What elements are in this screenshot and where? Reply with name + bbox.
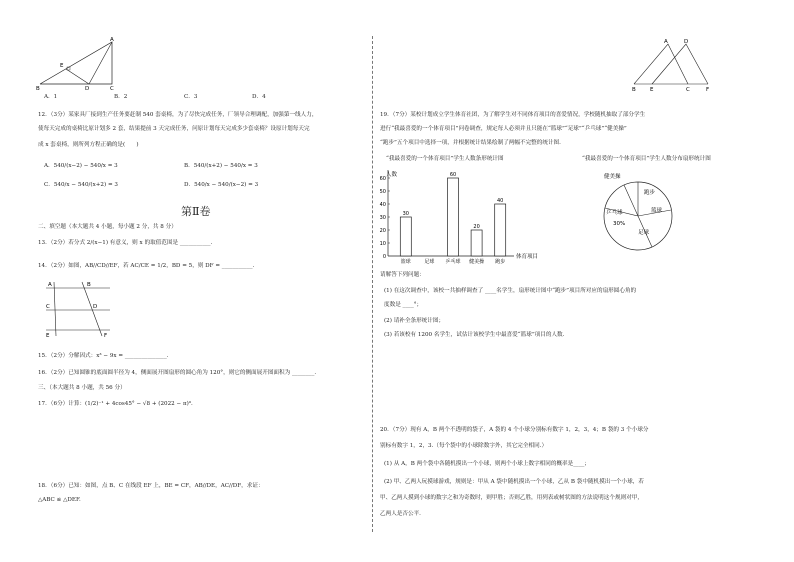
pie-chart-title: “我最喜爱的一个体育项目”学生人数分布扇形统计图 bbox=[582, 156, 711, 162]
two-triangles-figure bbox=[628, 38, 714, 93]
q12-option-d: D．540/x − 540/(x−2) = 3 bbox=[184, 182, 259, 188]
y-tick-label: 40 bbox=[379, 202, 386, 208]
bar bbox=[471, 230, 482, 256]
q19-line-2: 进行“我最喜爱的一个体育项目”问卷调查，规定每人必须并且只能在“篮球”“足球”“乒乓球”“健美操” bbox=[380, 126, 627, 132]
bar-chart bbox=[376, 166, 539, 266]
q19-part-3: (3) 若该校有 1200 名学生，试估计该校学生中最喜爱“篮球”项目的人数. bbox=[384, 332, 565, 338]
q12-line-3: 成 x 套桌椅，则所列方程正确的是( ) bbox=[38, 142, 139, 148]
pie-label-lanqiu: 篮球 bbox=[651, 208, 663, 214]
bar-value-label: 60 bbox=[449, 172, 457, 178]
q12-option-b: B．540/(x+2) − 540/x = 3 bbox=[184, 163, 258, 169]
q17: 17．（6分）计算：(1/2)⁻¹ + 4cos45° − √8 + (2022 − π)⁰. bbox=[38, 401, 193, 407]
q20-line-3: (1) 从 A，B 两个袋中各随机摸出一个小球，则两个小球上数字相同的概率是____； bbox=[384, 461, 591, 467]
q12-option-a: A．540/(x−2) − 540/x = 3 bbox=[44, 163, 118, 169]
label-E: E bbox=[46, 333, 50, 339]
q19-part-1b: 度数是 ____°； bbox=[384, 302, 423, 308]
bar bbox=[495, 204, 506, 256]
bar bbox=[400, 217, 411, 256]
label-C: C bbox=[110, 86, 114, 92]
y-tick-label: 60 bbox=[379, 176, 386, 182]
x-tick-label: 足球 bbox=[424, 259, 435, 265]
q19-part-1: (1) 在这次调查中，该校一共抽样调查了 ____名学生，扇形统计图中“跑步”项目所对应的扇形圆心角的 bbox=[384, 288, 637, 294]
y-tick-label: 30 bbox=[379, 215, 386, 221]
label-A: A bbox=[48, 282, 52, 288]
label-B: B bbox=[632, 87, 636, 93]
q20-line-2: 别标有数字 1，2，3.（每个袋中的小球除数字外，其它完全相同.） bbox=[380, 443, 548, 449]
q15: 15．（2分）分解因式：x³ − 9x = _______________. bbox=[38, 353, 169, 359]
label-D: D bbox=[684, 39, 689, 45]
triangle-figure-top-left bbox=[34, 38, 124, 90]
section-title: 第Ⅱ卷 bbox=[181, 205, 211, 218]
y-axis-label: 人数 bbox=[386, 172, 398, 178]
pie-label-jianmei: 健美操 bbox=[604, 174, 621, 180]
bar-value-label: 40 bbox=[497, 198, 504, 204]
label-A: A bbox=[664, 39, 668, 45]
bar-chart-title: “我最喜爱的一个体育项目”学生人数条形统计图 bbox=[386, 156, 504, 162]
pie-label-pingpang-pct: 30% bbox=[613, 221, 626, 227]
q11-option-a: A．1 bbox=[44, 94, 58, 100]
q19-line-3: “跑步”五个项目中选择一项，并根据统计结果绘制了两幅不完整的统计图. bbox=[380, 140, 561, 146]
q19-line-1: 19．（7分）某校计划成立学生体育社团，为了解学生对不同体育项目的喜爱情况，学校随机抽取了部分学生 bbox=[380, 112, 646, 118]
q20-line-5: 甲、乙两人摸到小球的数字之和为奇数时，则甲胜；否则乙胜，用列表或树状图的方法说明这个规则对甲， bbox=[380, 495, 643, 501]
x-tick-label: 健美操 bbox=[469, 259, 485, 265]
x-axis-label: 体育项目 bbox=[516, 254, 539, 260]
q20-line-6: 乙两人是否公平. bbox=[380, 511, 421, 517]
pie-label-paobu: 跑步 bbox=[644, 190, 656, 196]
label-F: F bbox=[706, 87, 710, 93]
q11-option-b: B．2 bbox=[114, 94, 128, 100]
label-E: E bbox=[650, 87, 654, 93]
q14: 14．（2分）如图，AB//CD//EF，若 AC/CE = 1/2，BD = 5，则 DF = ___________. bbox=[38, 263, 255, 269]
page-divider bbox=[372, 36, 373, 532]
label-C: C bbox=[46, 304, 50, 310]
answer-intro: 请解答下列问题： bbox=[380, 272, 425, 278]
x-tick-label: 乒乓球 bbox=[445, 259, 461, 265]
parallel-lines-figure bbox=[40, 280, 115, 340]
solve-header: 三、（本大题共 8 小题，共 56 分） bbox=[38, 385, 126, 391]
y-tick-label: 0 bbox=[382, 254, 386, 260]
label-D: D bbox=[85, 86, 90, 92]
y-tick-label: 10 bbox=[379, 241, 386, 247]
x-tick-label: 跑步 bbox=[495, 259, 506, 265]
label-B: B bbox=[87, 282, 91, 288]
label-F: F bbox=[104, 333, 108, 339]
x-tick-label: 篮球 bbox=[400, 259, 411, 265]
fill-blank-header: 二、填空题（本大题共 4 小题，每小题 2 分，共 8 分） bbox=[38, 224, 177, 230]
q18-line-1: 18．（6分）已知：如图，点 B、C 在线段 EF 上，BE = CF，AB//DE，AC//DF，求证： bbox=[38, 483, 264, 489]
q11-option-d: D．4 bbox=[252, 94, 266, 100]
q12-line-2: 使每天完成的桌椅比原计划多 2 套，结果提前 3 天完成任务，问原计划每天完成多少套桌椅？设原计划每天完 bbox=[38, 126, 310, 132]
q11-option-c: C．3 bbox=[184, 94, 198, 100]
bar bbox=[448, 178, 459, 256]
pie-divider-5 bbox=[624, 185, 638, 216]
label-C: C bbox=[686, 87, 690, 93]
q20-line-4: (2) 甲、乙两人玩摸球游戏，规则是：甲从 A 袋中随机摸出一个小球，乙从 B 袋中随机摸出一个小球，若 bbox=[384, 479, 644, 485]
y-tick-label: 50 bbox=[379, 189, 386, 195]
bar-value-label: 30 bbox=[402, 211, 409, 217]
q12-option-c: C．540/x − 540/(x+2) = 3 bbox=[44, 182, 118, 188]
q13: 13．（2分）若分式 2/(x−1) 有意义，则 x 的取值范围是 ___________. bbox=[38, 240, 213, 246]
y-tick-label: 20 bbox=[379, 228, 386, 234]
q18-line-2: △ABC ≌ △DEF. bbox=[38, 497, 81, 503]
label-E: E bbox=[60, 63, 64, 69]
pie-label-zuqiu: 足球 bbox=[638, 230, 650, 236]
pie-label-pingpang: 乒乓球 bbox=[606, 210, 623, 216]
q19-part-2: (2) 请补全条形统计图； bbox=[384, 318, 445, 324]
pie-chart bbox=[590, 170, 680, 260]
label-A: A bbox=[110, 37, 114, 43]
q20-line-1: 20．（7分）现有 A，B 两个不透明的袋子，A 袋的 4 个小球分别标有数字 1，2，3，4；B 袋的 3 个小球分 bbox=[380, 427, 649, 433]
bar-value-label: 20 bbox=[473, 224, 480, 230]
q16: 16．（2分）已知圆锥的底面圆半径为 4，侧面展开图扇形的圆心角为 120°，则它的侧面展开图面积为 ________. bbox=[38, 370, 317, 376]
label-D: D bbox=[93, 304, 98, 310]
q12-line-1: 12．（3分）某家具厂接到生产任务要赶制 540 套桌椅，为了尽快完成任务，厂领导合理调配，加强第一线人力， bbox=[38, 112, 318, 118]
label-B: B bbox=[36, 86, 40, 92]
